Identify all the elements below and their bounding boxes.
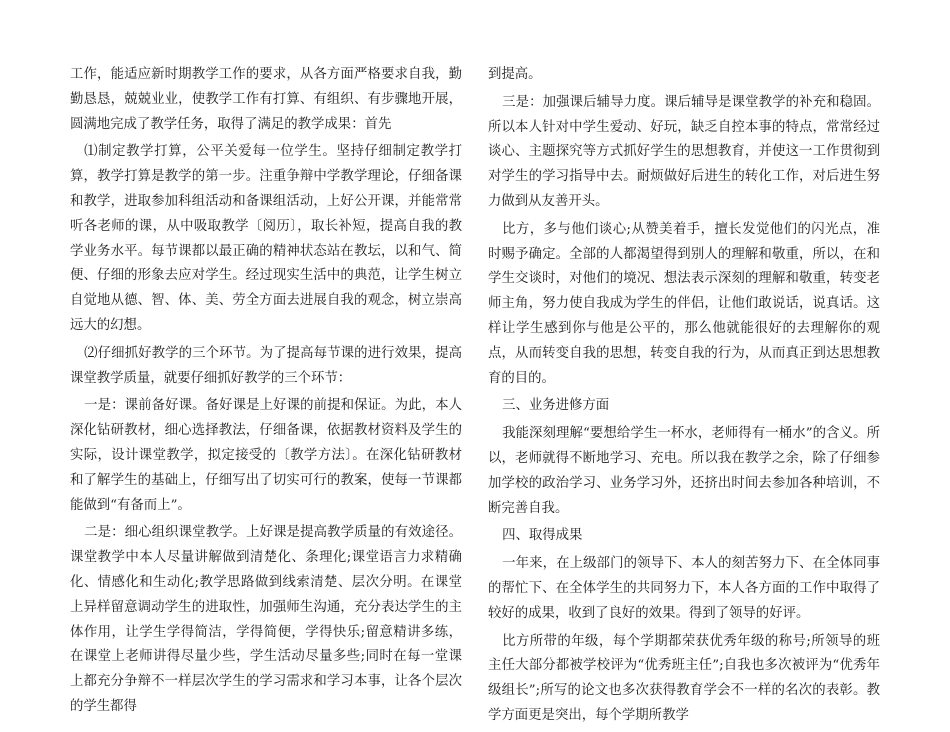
paragraph-honors: 比方所带的年级，每个学期都荣获优秀年级的称号;所领导的班主任大部分都被学校评为“优秀班主任”;自我也多次被评为“优秀年级组长”;所写的论文也多次获得教育学会不一样的名次的表彰。教学方面更是突出，每个学期所教学 (488, 633, 880, 723)
paragraph-example-communication: 比方，多与他们谈心;从赞美着手，擅长发觉他们的闪光点，准时赐予确定。全部的人都渴望得到别人的理解和敬重，所以，在和学生交谈时，对他们的境况、想法表示深刻的理解和敬重，转变老师主角，努力使自我成为学生的伴侣，让他们敢说话，说真话。这样让学生感到你与他是公平的，那么他就能很好的去理解你的观点，从而转变自我的思想，转变自我的行为，从而真正到达思想教育的目的。 (488, 221, 880, 386)
paragraph-continuation: 到提高。 (488, 67, 542, 82)
paragraph-classroom-organization: 二是：细心组织课堂教学。上好课是提高教学质量的有效途径。课堂教学中本人尽量讲解做到清楚化、条理化;课堂语言力求精确化、情感化和生动化;教学思路做到线索清楚、层次分明。在课堂上异样留意调动学生的进取性，加强师生沟通，充分表达学生的主体作用，让学生学得简洁，学得简便，学得快乐;留意精讲多练，在课堂上老师讲得尽量少些，学生活动尽量多些;同时在每一堂课上都充分争辩不一样层次学生的学习需求和学习本事，让各个层次的学生都得 (70, 525, 462, 714)
paragraph-professional-study: 我能深刻理解“要想给学生一杯水，老师得有一桶水”的含义。所以，老师就得不断地学习、充电。所以我在教学之余，除了仔细参加学校的政治学习、业务学习外，还挤出时间去参加各种培训，不断完善自我。 (488, 426, 880, 516)
paragraph-lesson-prep: 一是：课前备好课。备好课是上好课的前提和保证。为此，本人深化钻研教材，细心选择教法，仔细备课，依据教材资料及学生的实际，设计课堂教学，拟定接受的〔教学方法〕。在深化钻研教材和了解学生的基础上，仔细写出了切实可行的教案，使每一节课都能做到“有备而上”。 (70, 398, 462, 513)
left-text-column (70, 63, 462, 723)
paragraph-after-class-tutoring: 三是：加强课后辅导力度。课后辅导是课堂教学的补充和稳固。所以本人针对中学生爱动、好玩，缺乏自控本事的特点，常常经过谈心、主题探究等方式抓好学生的思想教育，并使这一工作贯彻到对学生的学习指导中去。耐烦做好后进生的转化工作，对后进生努力做到从友善开头。 (488, 94, 880, 209)
paragraph-year-summary: 一年来，在上级部门的领导下、本人的刻苦努力下、在全体同事的帮忙下、在全体学生的共同努力下，本人各方面的工作中取得了较好的成果，收到了良好的效果。得到了领导的好评。 (488, 556, 880, 621)
paragraph-three-links: ⑵仔细抓好教学的三个环节。为了提高每节课的进行效果，提高课堂教学质量，就要仔细抓好教学的三个环节： (70, 345, 462, 386)
right-text-column (488, 63, 880, 732)
section-heading-achievements: 四、取得成果 (502, 528, 583, 544)
section-heading-professional-study: 三、业务进修方面 (502, 398, 610, 414)
paragraph-intro-continuation: 工作，能适应新时期教学工作的要求，从各方面严格要求自我，勤勤恳恳，兢兢业业，使教学工作有打算、有组织、有步骤地开展，圆满地完成了教学任务，取得了满足的教学成果：首先 (70, 67, 462, 132)
paragraph-teaching-plan: ⑴制定教学打算，公平关爱每一位学生。坚持仔细制定教学打算，教学打算是教学的第一步。注重争辩中学教学理论，仔细备课和教学，进取参加科组活动和备课组活动，上好公开课，并能常常听各老师的课，从中吸取教学〔阅历〕，取长补短，提高自我的教学业务水平。每节课都以最正确的精神状态站在教坛，以和气、简便、仔细的形象去应对学生。经过现实生活中的典范，让学生树立自觉地从德、智、体、美、劳全方面去进展自我的观念，树立崇高远大的幻想。 (70, 144, 462, 333)
